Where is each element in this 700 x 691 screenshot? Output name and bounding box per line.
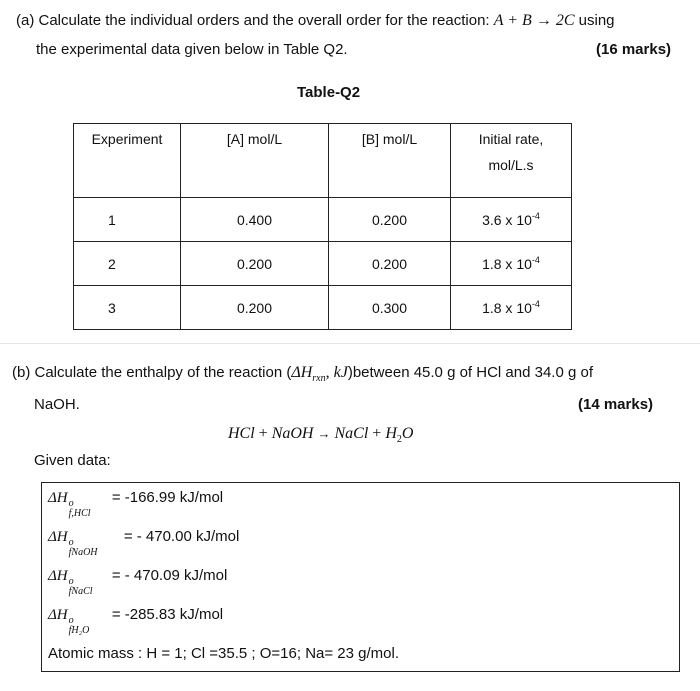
cell-a: 0.200 bbox=[181, 286, 329, 330]
cell-b: 0.200 bbox=[329, 242, 451, 286]
enthalpy-symbol: ΔH o f,HCl bbox=[48, 490, 91, 519]
part-b-question-line1: (b) Calculate the enthalpy of the reaction ($\Delta H_{rxn}$, kJ)between 45.0 g of HCl and 34.0 g of bbox=[12, 364, 593, 385]
enthalpy-symbol: ΔH o fH₂O bbox=[48, 607, 90, 636]
cell-rate: 3.6 x $10^{-4}$ bbox=[451, 198, 572, 242]
reaction-formula: A + B → 2C bbox=[493, 12, 575, 29]
cell-experiment: 2 bbox=[74, 242, 181, 286]
given-data-label: Given data: bbox=[34, 452, 111, 469]
enthalpy-symbol: ΔH o fNaOH bbox=[48, 529, 98, 558]
cell-experiment: 1 bbox=[74, 198, 181, 242]
given-item: ΔH o fNaOH = - 470.00 kJ/mol bbox=[48, 528, 240, 558]
header-a-concentration: [A] mol/L bbox=[181, 124, 329, 198]
given-item: ΔH o f,HCl = -166.99 kJ/mol bbox=[48, 489, 224, 519]
table-row bbox=[74, 242, 572, 286]
delta-h-rxn: $\Delta H_{rxn}$, kJ bbox=[291, 364, 348, 385]
given-data-box bbox=[41, 482, 680, 672]
cell-rate: 1.8 x $10^{-4}$ bbox=[451, 242, 572, 286]
cell-b: 0.200 bbox=[329, 198, 451, 242]
part-a-question-line1: (a) Calculate the individual orders and the overall order for the reaction: A + B → 2C using bbox=[16, 12, 615, 29]
part-a-panel bbox=[0, 0, 700, 344]
table-row bbox=[74, 286, 572, 330]
cell-b: 0.300 bbox=[329, 286, 451, 330]
enthalpy-symbol: ΔH o fNaCl bbox=[48, 568, 93, 597]
table-caption: Table-Q2 bbox=[297, 84, 361, 101]
header-initial-rate: Initial rate, mol/L.s bbox=[451, 124, 572, 198]
given-item: ΔH o fH₂O = -285.83 kJ/mol bbox=[48, 606, 224, 636]
cell-experiment: 3 bbox=[74, 286, 181, 330]
header-experiment: Experiment bbox=[74, 124, 181, 198]
table-header-row bbox=[74, 124, 572, 198]
part-b-question-line2: NaOH. bbox=[34, 396, 80, 413]
rate-data-table bbox=[73, 123, 572, 330]
given-item: ΔH o fNaCl = - 470.09 kJ/mol bbox=[48, 567, 228, 597]
part-a-question-line2: the experimental data given below in Table Q2. bbox=[36, 41, 348, 58]
header-b-concentration: [B] mol/L bbox=[329, 124, 451, 198]
table-row bbox=[74, 198, 572, 242]
cell-a: 0.400 bbox=[181, 198, 329, 242]
cell-a: 0.200 bbox=[181, 242, 329, 286]
part-a-marks: (16 marks) bbox=[596, 41, 672, 58]
reaction-equation: HCl + NaOH → NaCl + $H_2O$ bbox=[228, 425, 414, 446]
part-b-marks: (14 marks) bbox=[578, 396, 654, 413]
cell-rate: 1.8 x $10^{-4}$ bbox=[451, 286, 572, 330]
atomic-mass-line: Atomic mass : H = 1; Cl =35.5 ; O=16; Na= 23 g/mol. bbox=[48, 645, 399, 662]
